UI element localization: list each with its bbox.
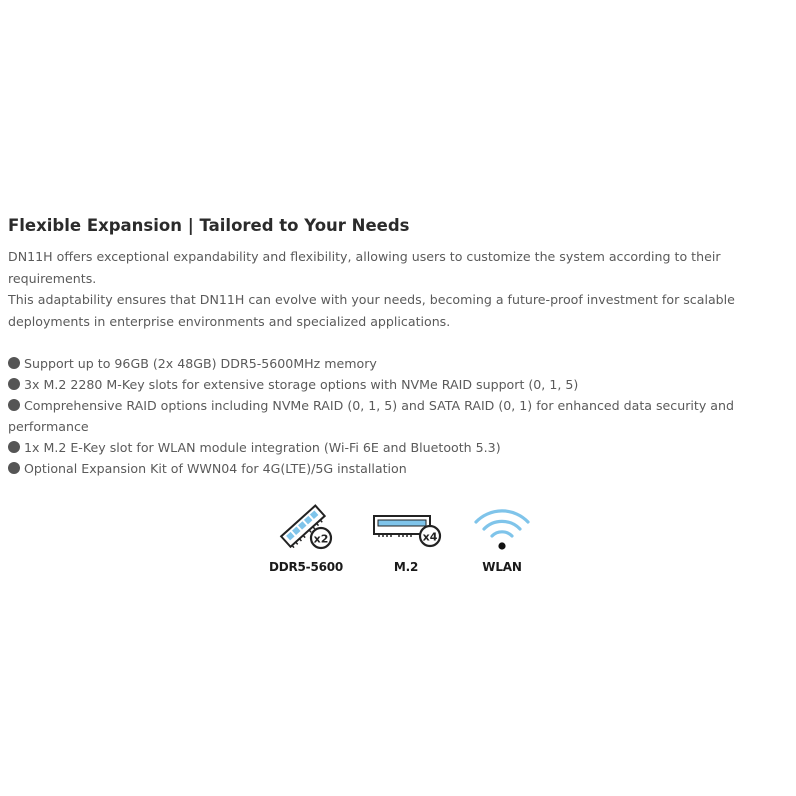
ddr-label: DDR5-5600 (268, 560, 344, 574)
bullet-icon (8, 441, 20, 453)
list-item: 3x M.2 2280 M-Key slots for extensive storage options with NVMe RAID support (0, 1, 5) (8, 374, 793, 395)
ddr-badge: x2 (313, 532, 329, 546)
intro-line: deployments in enterprise environments and specialized applications. (8, 313, 451, 329)
bullet-icon (8, 357, 20, 369)
bullet-icon (8, 462, 20, 474)
ddr-memory-icon (271, 500, 341, 554)
m2-spec-item (361, 500, 451, 574)
expansion-section (8, 214, 793, 479)
intro-line: This adaptability ensures that DN11H can evolve with your needs, becoming a future-proof investment for scalable (8, 292, 735, 307)
bullet-icon (8, 399, 20, 411)
m2-label: M.2 (393, 560, 419, 574)
section-heading: Flexible Expansion | Tailored to Your Needs (8, 216, 410, 235)
spec-icons-row (266, 500, 546, 580)
intro-paragraph (8, 246, 793, 332)
m2-icon (366, 500, 446, 554)
list-item: Support up to 96GB (2x 48GB) DDR5-5600MHz memory (8, 353, 793, 374)
list-item-continuation: performance (8, 419, 89, 434)
ddr-spec-item (261, 500, 351, 574)
list-item: 1x M.2 E-Key slot for WLAN module integration (Wi-Fi 6E and Bluetooth 5.3) (8, 437, 793, 458)
m2-badge: x4 (422, 530, 438, 544)
feature-list (8, 353, 793, 479)
bullet-icon (8, 378, 20, 390)
wlan-label: WLAN (482, 560, 522, 574)
wlan-icon (467, 500, 537, 554)
wlan-spec-item (457, 500, 547, 574)
list-item: Comprehensive RAID options including NVMe RAID (0, 1, 5) and SATA RAID (0, 1) for enhanced data security and (8, 395, 793, 416)
list-item: Optional Expansion Kit of WWN04 for 4G(LTE)/5G installation (8, 458, 793, 479)
intro-line: DN11H offers exceptional expandability and flexibility, allowing users to customize the system according to their requirements. (8, 249, 721, 286)
